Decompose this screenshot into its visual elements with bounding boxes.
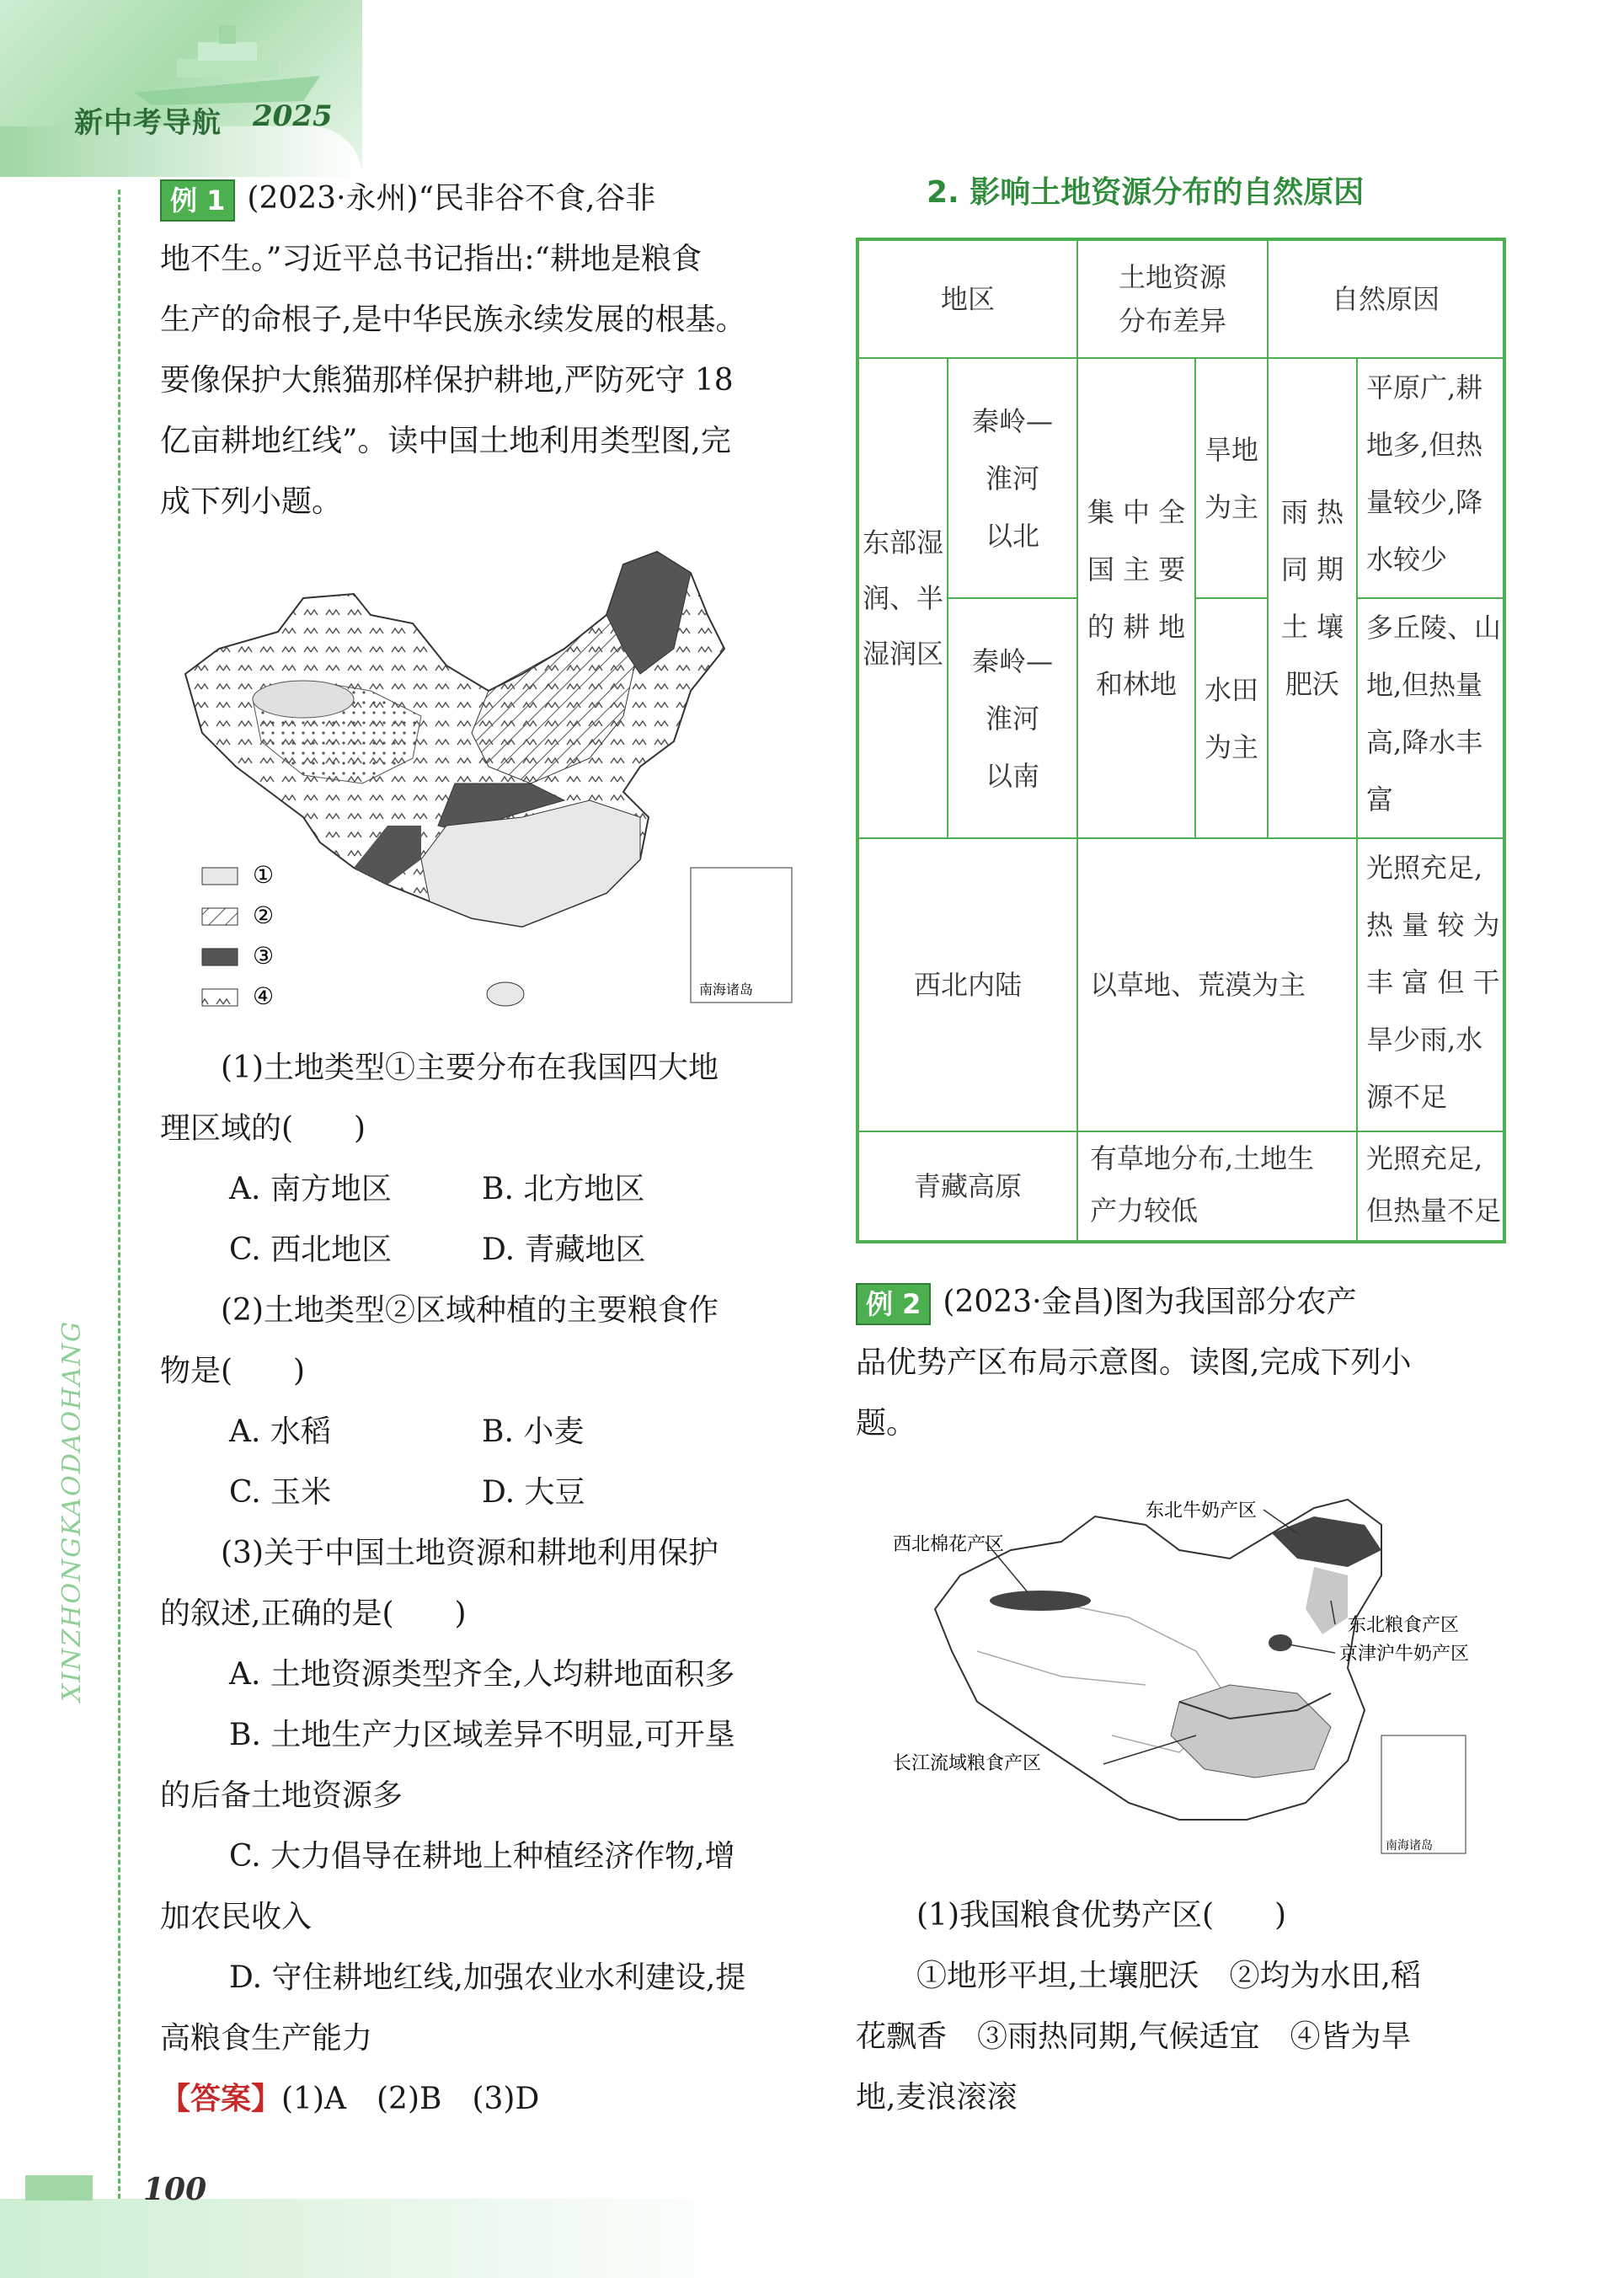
east-diff-cell <box>1077 358 1195 838</box>
margin-dashed-line <box>118 190 120 2237</box>
footer-band <box>0 2199 758 2278</box>
map-label-cotton: 西北棉花产区 <box>893 1534 1005 1555</box>
map-label-jjh-milk: 京津沪牛奶产区 <box>1339 1644 1470 1665</box>
east-diff-line: 的 耕 地 <box>1087 611 1186 643</box>
book-title: 新中考导航 <box>74 106 222 140</box>
q3-option-c-cont: 加农民收入 <box>160 1900 313 1934</box>
header-diff-line: 分布差异 <box>1118 305 1226 337</box>
q2-option-c[interactable]: C. 玉米 <box>229 1475 332 1510</box>
q2-option-b[interactable]: B. 小麦 <box>482 1414 585 1449</box>
q1-option-a[interactable]: A. 南方地区 <box>229 1172 392 1206</box>
soil-resource-table <box>856 238 1506 1243</box>
footer-bar <box>25 2175 93 2200</box>
q3-line: (3)关于中国土地资源和耕地利用保护 <box>221 1536 719 1570</box>
example2-question <box>856 1885 1513 2128</box>
northwest-reason-cell <box>1357 838 1504 1131</box>
q1-line: (1)土地类型①主要分布在我国四大地 <box>221 1051 719 1085</box>
q2-line: (2)土地类型②区域种植的主要粮食作 <box>221 1293 719 1328</box>
q3-option-a[interactable]: A. 土地资源类型齐全,人均耕地面积多 <box>229 1657 735 1692</box>
dry-land-cell <box>1195 358 1268 598</box>
e2-q1-line: 地,麦浪滚滚 <box>856 2080 1018 2115</box>
south-line: 淮河 <box>985 702 1039 735</box>
section-title: 2. 影响土地资源分布的自然原因 <box>927 175 1365 210</box>
northwest-cell: 西北内陆 <box>858 838 1077 1131</box>
north-qinling-cell <box>948 358 1077 598</box>
paddy-cell <box>1195 598 1268 838</box>
nw-reason-line: 热 量 较 为 <box>1366 909 1500 941</box>
q1-option-c[interactable]: C. 西北地区 <box>229 1233 393 1267</box>
text-line: 成下列小题。 <box>160 484 343 519</box>
north-reason-line: 水较少 <box>1366 543 1448 575</box>
inset-label: 南海诸岛 <box>1386 1839 1433 1853</box>
qz-reason-line: 光照充足, <box>1366 1142 1483 1174</box>
legend-1: ① <box>253 861 275 889</box>
e2-q1-line: 花飘香 ③雨热同期,气候适宜 ④皆为旱 <box>856 2019 1412 2054</box>
map-label-ne-grain: 东北粮食产区 <box>1348 1615 1460 1636</box>
paddy-line: 为主 <box>1204 730 1258 763</box>
text-line: 亿亩耕地红线”。读中国土地利用类型图,完 <box>160 424 731 458</box>
answer-label: 【答案】 <box>160 2082 282 2116</box>
north-reason-line: 量较少,降 <box>1366 486 1483 518</box>
qz-diff-line: 有草地分布,土地生 <box>1090 1142 1315 1174</box>
dry-line: 为主 <box>1204 490 1258 523</box>
example2-intro <box>856 1272 1513 1454</box>
qingzang-reason-cell <box>1357 1131 1504 1241</box>
north-reason-line: 平原广,耕 <box>1366 372 1483 404</box>
example2-label: 例 2 <box>856 1283 931 1325</box>
e2-q1-line: (1)我国粮食优势产区( ) <box>916 1898 1287 1933</box>
agri-production-map <box>876 1483 1482 1870</box>
ship-icon <box>126 17 329 110</box>
text-line: 品优势产区布局示意图。读图,完成下列小 <box>856 1345 1412 1380</box>
china-land-use-map <box>168 548 809 1019</box>
qingzang-cell: 青藏高原 <box>858 1131 1077 1241</box>
q3-option-d[interactable]: D. 守住耕地红线,加强农业水利建设,提 <box>229 1960 746 1995</box>
text-line: 地不生。”习近平总书记指出:“耕地是粮食 <box>160 242 702 276</box>
nw-reason-line: 旱少雨,水 <box>1366 1024 1483 1056</box>
north-reason-line: 地多,但热 <box>1366 429 1483 461</box>
example1-intro <box>160 168 817 532</box>
south-reason-cell <box>1357 598 1504 838</box>
east-reason-line: 同 期 <box>1280 553 1344 586</box>
q3-line: 的叙述,正确的是( ) <box>160 1596 467 1631</box>
text-line: 要像保护大熊猫那样保护耕地,严防死守 18 <box>160 363 734 398</box>
q3-option-c[interactable]: C. 大力倡导在耕地上种植经济作物,增 <box>229 1839 735 1874</box>
example1-label: 例 1 <box>160 179 235 222</box>
q2-option-a[interactable]: A. 水稻 <box>229 1414 331 1449</box>
q3-option-b-cont: 的后备土地资源多 <box>160 1778 403 1813</box>
legend-3: ③ <box>253 942 275 970</box>
nw-reason-line: 源不足 <box>1366 1081 1448 1113</box>
header-region: 地区 <box>858 240 1077 358</box>
text-line: 生产的命根子,是中华民族永续发展的根基。 <box>160 302 746 337</box>
q3-option-b[interactable]: B. 土地生产力区域差异不明显,可开垦 <box>229 1718 735 1752</box>
qingzang-diff-cell <box>1077 1131 1357 1241</box>
nw-reason-line: 光照充足, <box>1366 852 1483 884</box>
east-line: 润、半 <box>862 582 943 614</box>
q1-line: 理区域的( ) <box>160 1111 366 1146</box>
text-line: (2023·永州)“民非谷不食,谷非 <box>247 181 656 216</box>
inset-label: 南海诸岛 <box>699 981 754 997</box>
dry-line: 旱地 <box>1204 433 1258 466</box>
map-label-ne-milk: 东北牛奶产区 <box>1146 1500 1258 1521</box>
east-line: 湿润区 <box>862 638 943 670</box>
answer-text: (1)A (2)B (3)D <box>281 2082 540 2116</box>
q1-option-d[interactable]: D. 青藏地区 <box>482 1233 646 1267</box>
map-label-yangtze: 长江流域粮食产区 <box>893 1753 1042 1774</box>
east-reason-line: 雨 热 <box>1280 496 1344 528</box>
east-line: 东部湿 <box>862 527 943 559</box>
legend-4: ④ <box>253 982 275 1010</box>
side-watermark-text: XINZHONGKAODAOHANG <box>57 1319 87 1702</box>
east-diff-line: 和林地 <box>1095 668 1177 700</box>
header-reason: 自然原因 <box>1268 240 1504 358</box>
northwest-diff-cell: 以草地、荒漠为主 <box>1077 838 1357 1131</box>
e2-q1-line: ①地形平坦,土壤肥沃 ②均为水田,稻 <box>916 1959 1421 1993</box>
north-line: 以北 <box>985 519 1039 552</box>
east-diff-line: 集 中 全 <box>1087 496 1186 528</box>
example1-questions <box>160 1038 817 2130</box>
q3-option-d-cont: 高粮食生产能力 <box>160 2021 373 2056</box>
q2-line: 物是( ) <box>160 1354 306 1388</box>
north-line: 秦岭— <box>971 404 1053 437</box>
book-year: 2025 <box>253 99 333 133</box>
south-reason-line: 多丘陵、山 <box>1366 612 1502 644</box>
south-line: 秦岭— <box>971 644 1053 677</box>
text-line: (2023·金昌)图为我国部分农产 <box>943 1285 1357 1319</box>
south-reason-line: 富 <box>1366 783 1394 815</box>
east-reason-cell <box>1268 358 1357 838</box>
east-reason-line: 肥沃 <box>1285 668 1339 700</box>
nw-reason-line: 丰 富 但 干 <box>1366 966 1500 998</box>
qz-reason-line: 但热量不足 <box>1366 1195 1502 1227</box>
page-number: 100 <box>143 2172 207 2207</box>
q2-option-d[interactable]: D. 大豆 <box>482 1475 585 1510</box>
q1-option-b[interactable]: B. 北方地区 <box>482 1172 645 1206</box>
text-line: 题。 <box>856 1406 917 1441</box>
paddy-line: 水田 <box>1204 673 1258 706</box>
south-qinling-cell <box>948 598 1077 838</box>
south-reason-line: 地,但热量 <box>1366 669 1483 701</box>
east-region-cell <box>858 358 948 838</box>
header-diff <box>1077 240 1268 358</box>
north-line: 淮河 <box>985 462 1039 495</box>
south-reason-line: 高,降水丰 <box>1366 726 1483 758</box>
header-diff-line: 土地资源 <box>1118 261 1226 293</box>
east-diff-line: 国 主 要 <box>1087 553 1186 586</box>
north-reason-cell <box>1357 358 1504 598</box>
east-reason-line: 土 壤 <box>1280 611 1344 643</box>
south-line: 以南 <box>985 759 1039 792</box>
qz-diff-line: 产力较低 <box>1090 1195 1199 1227</box>
legend-2: ② <box>253 901 275 929</box>
